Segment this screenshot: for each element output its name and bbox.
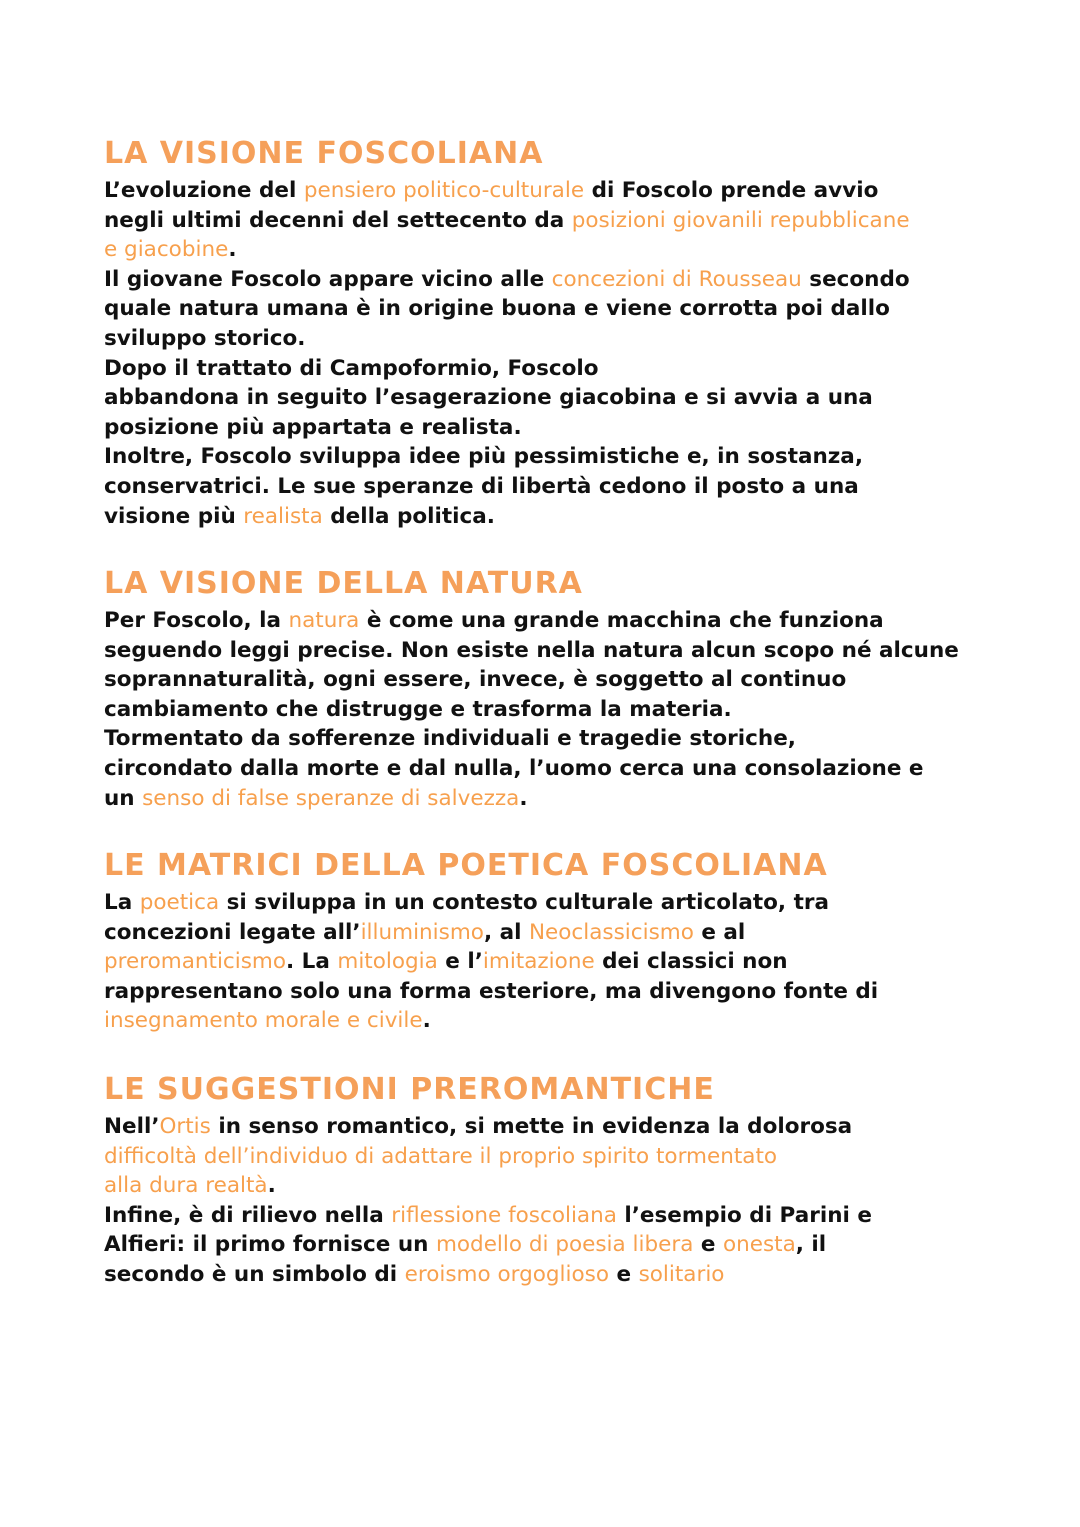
text-segment: La: [104, 890, 140, 915]
text-segment: e: [693, 1232, 723, 1258]
highlighted-text: Ortis: [159, 1114, 211, 1139]
text-segment: Il giovane Foscolo appare vicino alle: [104, 266, 552, 292]
text-segment: , il: [795, 1232, 827, 1258]
text-segment: Alfieri: il primo fornisce un: [104, 1232, 436, 1258]
highlighted-text: mitologia: [337, 949, 438, 975]
text-line: [104, 918, 984, 948]
text-segment: .: [422, 1008, 431, 1034]
text-line: [104, 695, 984, 725]
text-segment: Tormentato da sofferenze individuali e tragedie storiche,: [104, 726, 796, 752]
highlighted-text: solitario: [638, 1261, 725, 1287]
text-segment: negli ultimi decenni del settecento da: [104, 207, 572, 233]
text-line: [104, 383, 984, 413]
text-line: [104, 1006, 984, 1036]
text-line: [104, 324, 984, 354]
highlighted-text: insegnamento morale e civile: [104, 1008, 423, 1034]
text-line: [104, 1112, 984, 1142]
text-segment: Infine, è di rilievo nella: [104, 1202, 392, 1228]
text-segment: della politica.: [322, 503, 495, 529]
text-segment: seguendo leggi precise. Non esiste nella natura alcun scopo né alcune: [104, 637, 959, 663]
text-segment: Nell’: [104, 1114, 160, 1139]
section-visione-foscoliana: [104, 136, 984, 531]
text-line: [104, 754, 984, 784]
highlighted-text: posizioni giovanili repubblicane: [571, 207, 910, 233]
text-segment: abbandona in seguito l’esagerazione giacobina e si avvia a una: [104, 385, 873, 411]
text-segment: .: [228, 237, 237, 263]
section-body: [104, 1112, 984, 1290]
section-heading: LE SUGGESTIONI PREROMANTICHE: [104, 1072, 715, 1107]
section-heading: LA VISIONE DELLA NATURA: [104, 566, 583, 601]
text-segment: secondo è un simbolo di: [104, 1261, 405, 1287]
section-body: [104, 888, 984, 1036]
text-segment: concezioni legate all’: [104, 919, 361, 945]
text-segment: .: [519, 785, 528, 811]
text-segment: Inoltre, Foscolo sviluppa idee più pessimistiche e, in sostanza,: [104, 444, 863, 470]
section-body: [104, 176, 984, 531]
text-segment: si sviluppa in un contesto culturale articolato, tra: [219, 890, 829, 915]
text-segment: e l’: [437, 949, 483, 975]
section-heading: LE MATRICI DELLA POETICA FOSCOLIANA: [104, 848, 828, 883]
text-line: [104, 442, 984, 472]
text-segment: posizione più appartata e realista.: [104, 414, 522, 440]
highlighted-text: poetica: [139, 890, 220, 915]
section-visione-natura: [104, 566, 984, 813]
text-segment: quale natura umana è in origine buona e viene corrotta poi dallo: [104, 296, 890, 322]
highlighted-text: modello di poesia libera: [435, 1232, 694, 1258]
highlighted-text: riflessione foscoliana: [391, 1202, 617, 1228]
text-segment: conservatrici. Le sue speranze di libertà cedono il posto a una: [104, 473, 859, 499]
text-segment: è come una grande macchina che funziona: [359, 608, 884, 633]
text-segment: . La: [286, 949, 338, 975]
highlighted-text: difficoltà dell’individuo di adattare il proprio spirito tormentato: [104, 1143, 778, 1169]
text-line: [104, 502, 984, 532]
text-segment: l’esempio di Parini e: [616, 1202, 872, 1228]
text-line: [104, 888, 984, 918]
section-suggestioni-preromantiche: [104, 1072, 984, 1290]
text-segment: , al: [483, 919, 529, 945]
text-line: [104, 1201, 984, 1231]
section-heading: LA VISIONE FOSCOLIANA: [104, 136, 544, 171]
text-line: [104, 606, 984, 636]
text-line: [104, 206, 984, 236]
text-segment: e: [609, 1261, 639, 1287]
text-segment: Per Foscolo, la: [104, 608, 289, 633]
text-line: [104, 354, 984, 384]
text-line: [104, 636, 984, 666]
highlighted-text: alla dura realtà: [104, 1173, 268, 1199]
text-line: [104, 265, 984, 295]
highlighted-text: senso di false speranze di salvezza: [142, 785, 520, 811]
text-line: [104, 977, 984, 1007]
text-segment: secondo: [801, 266, 910, 292]
text-segment: Dopo il trattato di Campoformio, Foscolo: [104, 355, 599, 381]
text-line: [104, 1171, 984, 1201]
text-segment: soprannaturalità, ogni essere, invece, è soggetto al continuo: [104, 667, 847, 693]
text-line: [104, 235, 984, 265]
section-matrici-poetica: [104, 848, 984, 1036]
highlighted-text: preromanticismo: [104, 949, 287, 975]
text-segment: in senso romantico, si mette in evidenza la dolorosa: [210, 1114, 853, 1139]
highlighted-text: concezioni di Rousseau: [551, 266, 802, 292]
highlighted-text: onesta: [722, 1232, 796, 1258]
text-line: [104, 413, 984, 443]
text-segment: visione più: [104, 503, 244, 529]
text-line: [104, 947, 984, 977]
highlighted-text: illuminismo: [360, 919, 484, 945]
text-line: [104, 665, 984, 695]
text-line: [104, 784, 984, 814]
text-line: [104, 472, 984, 502]
text-segment: un: [104, 785, 143, 811]
text-line: [104, 176, 984, 206]
text-segment: L’evoluzione del: [104, 178, 304, 203]
text-segment: dei classici non: [594, 949, 788, 975]
text-line: [104, 1230, 984, 1260]
text-segment: sviluppo storico.: [104, 325, 306, 351]
highlighted-text: pensiero politico-culturale: [303, 178, 585, 203]
text-line: [104, 1260, 984, 1290]
highlighted-text: imitazione: [482, 949, 595, 975]
text-segment: e al: [693, 919, 746, 945]
text-line: [104, 1142, 984, 1172]
highlighted-text: realista: [243, 503, 323, 529]
text-segment: .: [267, 1173, 276, 1199]
text-segment: cambiamento che distrugge e trasforma la materia.: [104, 696, 732, 722]
highlighted-text: Neoclassicismo: [528, 919, 694, 945]
highlighted-text: natura: [288, 608, 360, 633]
section-body: [104, 606, 984, 813]
text-segment: rappresentano solo una forma esteriore, ma divengono fonte di: [104, 978, 879, 1004]
text-line: [104, 294, 984, 324]
highlighted-text: eroismo orgoglioso: [404, 1261, 610, 1287]
text-segment: circondato dalla morte e dal nulla, l’uomo cerca una consolazione e: [104, 755, 924, 781]
text-segment: di Foscolo prende avvio: [584, 178, 879, 203]
text-line: [104, 724, 984, 754]
highlighted-text: e giacobine: [104, 237, 229, 263]
